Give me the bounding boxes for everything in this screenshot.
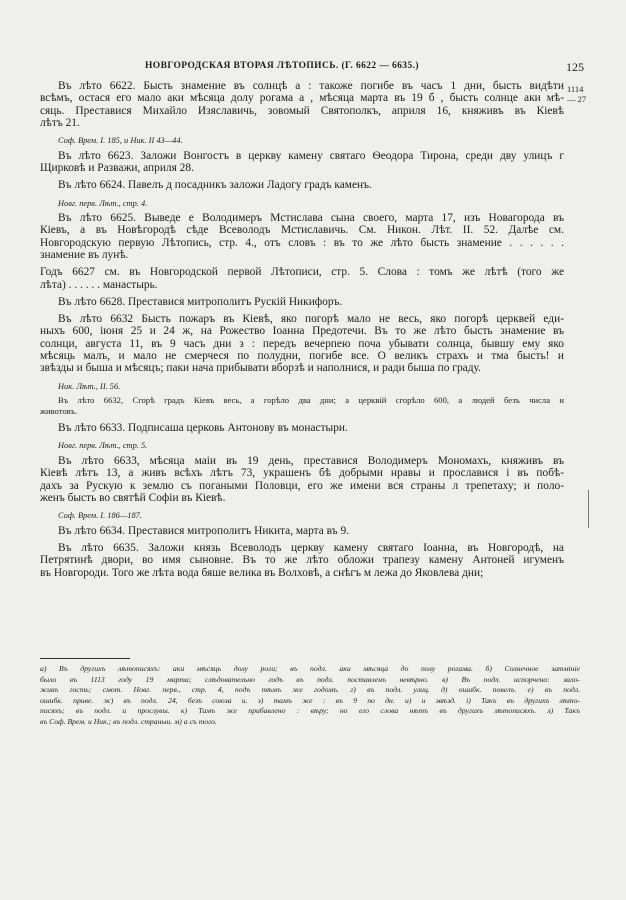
chronicle-entry <box>40 80 564 134</box>
chronicle-entry <box>40 542 564 584</box>
text-line: Въ лѣто 6624. Павелъ д посадникъ заложи Ладогу градъ каменъ. <box>58 179 372 192</box>
text-line: дахъ за Рускую к землю съ погаными Половци, его же имени вся страны л трепетаху; и поло- <box>40 479 564 492</box>
text-line: мѣсяць малъ, и мало не смерчеся по полудни, погибе все. О великъ страхъ и тма бысть! и <box>40 350 564 363</box>
text-line: женъ бысть во святѣй Софіи въ Кіевѣ. <box>40 491 226 504</box>
chronicle-entry <box>40 266 564 296</box>
text-line: Кіевѣ лѣтъ 13, а живъ всѣхъ лѣтъ 73, украшенъ бѣ добрыми нравы и прославися і въ побѣ- <box>40 467 564 480</box>
text-line: Годъ 6627 см. въ Новгородской первой Лѣтописи, стр. 5. Слова : томъ же лѣтѣ (того же <box>40 266 564 279</box>
chronicle-entry <box>40 455 564 509</box>
text-line: Въ лѣто 6633, мѣсяца маіи въ 19 день, преставися Володимеръ Мономахъ, княживъ въ <box>58 454 564 467</box>
source-citation: Соф. Врем. I. 185, и Ник. II 43—44. <box>58 136 183 146</box>
text-line: Въ лѣто 6625. Выведе е Володимеръ Мстислава сына своего, марта 17, изъ Новагорода въ <box>58 212 564 225</box>
text-line: Въ лѣто 6633. Подписаша церковь Антонову въ монастыри. <box>58 422 348 435</box>
text-line: Въ лѣто 6623. Заложи Вонгостъ в церкву камену святаго Ѳеодора Тирона, среди дву улицъ г <box>58 149 564 162</box>
chronicle-entry <box>40 179 564 196</box>
source-citation: Новг. перв. Лѣт., стр. 4. <box>58 198 148 208</box>
text-line: Щирковѣ и Разважи, априля 28. <box>40 161 194 174</box>
text-line: сяць. Преставися Михайло Изяславичь, зовомый Святополкъ, априля 16, княживъ въ Кіевѣ <box>40 104 564 117</box>
text-line: Въ лѣто 6632 Бысть пожаръ въ Кіевѣ, яко погорѣ мало не весь, яко погорѣ церквей еди- <box>58 313 564 326</box>
footnote-divider <box>40 658 130 659</box>
text-line: всѣмъ, остася его мало аки мѣсяца долу рогама а , мѣсяца марта въ 19 б , бысть солнце аки мѣ- <box>40 92 564 105</box>
text-line: знамение въ лунѣ. <box>40 248 129 261</box>
text-line: въ Новгороди. Того же лѣта вода бяше велика въ Волховѣ, а снѣгъ м лежа до Яковлева дни; <box>40 566 484 579</box>
margin-rule <box>588 490 589 528</box>
text-line: лѣта) . . . . . . манастырь. <box>40 278 158 291</box>
margin-year-note <box>567 84 586 104</box>
source-citation: Ник. Лѣт., II. 56. <box>58 381 121 391</box>
note-line: Въ лѣто 6632, Сгорѣ градъ Кіевъ весь, а горѣло два дни; а церквій сгорѣло 600, а людей безъ числа и <box>58 395 564 406</box>
footnotes <box>40 664 580 728</box>
footnote-line: было въ 1113 году 19 марта; слѣдовательно годъ въ подл. поставленъ невѣрно. в) Въ подл. испорчено: зало- <box>40 674 580 684</box>
margin-note-top: 1114 <box>567 84 584 94</box>
footnote-line: въ Соф. Врем. и Ник.; въ подл. страныи. м) а съ того. <box>40 716 217 726</box>
chronicle-entry <box>40 525 564 542</box>
footnote-line: а) Въ другихъ лѣтописяхъ: аки мѣсяць долу роги; въ подл. аки мѣсяца до полу рогама. б) Солнечное затмініе <box>40 664 580 673</box>
margin-note-bottom: — 27 <box>567 94 587 104</box>
page-header <box>0 60 626 76</box>
text-line: Въ лѣто 6622. Бысть знамение въ солнцѣ а : такоже погибе въ часъ 1 дни, бысть видѣти <box>58 80 564 92</box>
text-line: ныхъ 600, іюня 25 и 24 ж, на Рожество Іоанна Предотечи. Въ то же лѣто бысть знамение въ <box>40 325 564 338</box>
footnote-line: писяхъ; въ подл. и прослувы. к) Тамъ же прибавлено : вѣру; но его слова нѣтъ въ другихъ лѣтописяхъ. л) Такъ <box>40 706 580 716</box>
footnote-line: ошибк. приве. ж) въ подл. 24, безъ союза и. з) тамъ же : въ 9 по дн. и) и звѣзд. і) Такъ въ другихъ лѣто- <box>40 695 580 705</box>
text-line: Кіевъ, а въ Новѣгородѣ сѣде Всеволодъ Мстиславичь. См. Никон. Лѣт. II. 52. Далѣе см. <box>40 224 564 237</box>
text-line: Въ лѣто 6634. Преставися митрополитъ Никита, марта въ 9. <box>58 524 350 537</box>
text-line: Петрятинѣ двори, во имя сыновне. Въ то же лѣто обложи трапезу камену Антоней игуменъ <box>40 554 564 567</box>
text-line: звѣзды и быша и мѣсяцъ; паки нача прибывати вборзѣ и наполнися, и ради быша по граду. <box>40 362 481 375</box>
chronicle-entry <box>40 422 564 439</box>
note-line: животовъ. <box>40 406 78 417</box>
source-reference <box>40 441 564 452</box>
chronicle-entry <box>40 313 564 379</box>
chronicle-entry <box>40 296 564 313</box>
text-line: солнци, августа 11, въ 9 часъ дни з : передъ вечерпею поча убывати солнца, бывшу ему яко <box>40 337 564 350</box>
chronicle-entry <box>40 150 564 180</box>
source-reference <box>40 511 564 522</box>
source-reference <box>40 382 564 393</box>
chronicle-note <box>40 395 564 422</box>
source-reference <box>40 199 564 210</box>
footnote-line: живъ гость; смот. Новг. перв., стр. 4, подъ тѣмъ же годомъ. г) въ подл. улиц. д) ошибк. повелъ. е) въ подл. <box>40 685 580 695</box>
text-line: Въ лѣто 6628. Преставися митрополитъ Рускій Никифоръ. <box>58 295 343 308</box>
text-line: Новгородскую первую Лѣтопись, стр. 4., отъ словъ : въ то же лѣто бысть знамение . . . . . . <box>40 236 564 249</box>
text-line: Въ лѣто 6635. Заложи князь Всеволодъ церкву камену святаго Іоанна, въ Новгородѣ, на <box>58 541 564 554</box>
chronicle-text <box>40 80 564 584</box>
text-line: лѣтъ 21. <box>40 116 80 129</box>
page-number: 125 <box>566 60 584 74</box>
source-reference <box>40 136 564 147</box>
running-head: НОВГОРОДСКАЯ ВТОРАЯ ЛѢТОПИСЬ. (Г. 6622 — 6635.) <box>145 61 419 71</box>
source-citation: Новг. перв. Лѣт., стр. 5. <box>58 441 148 451</box>
source-citation: Соф. Врем. I. 186—187. <box>58 511 142 521</box>
chronicle-entry <box>40 212 564 266</box>
